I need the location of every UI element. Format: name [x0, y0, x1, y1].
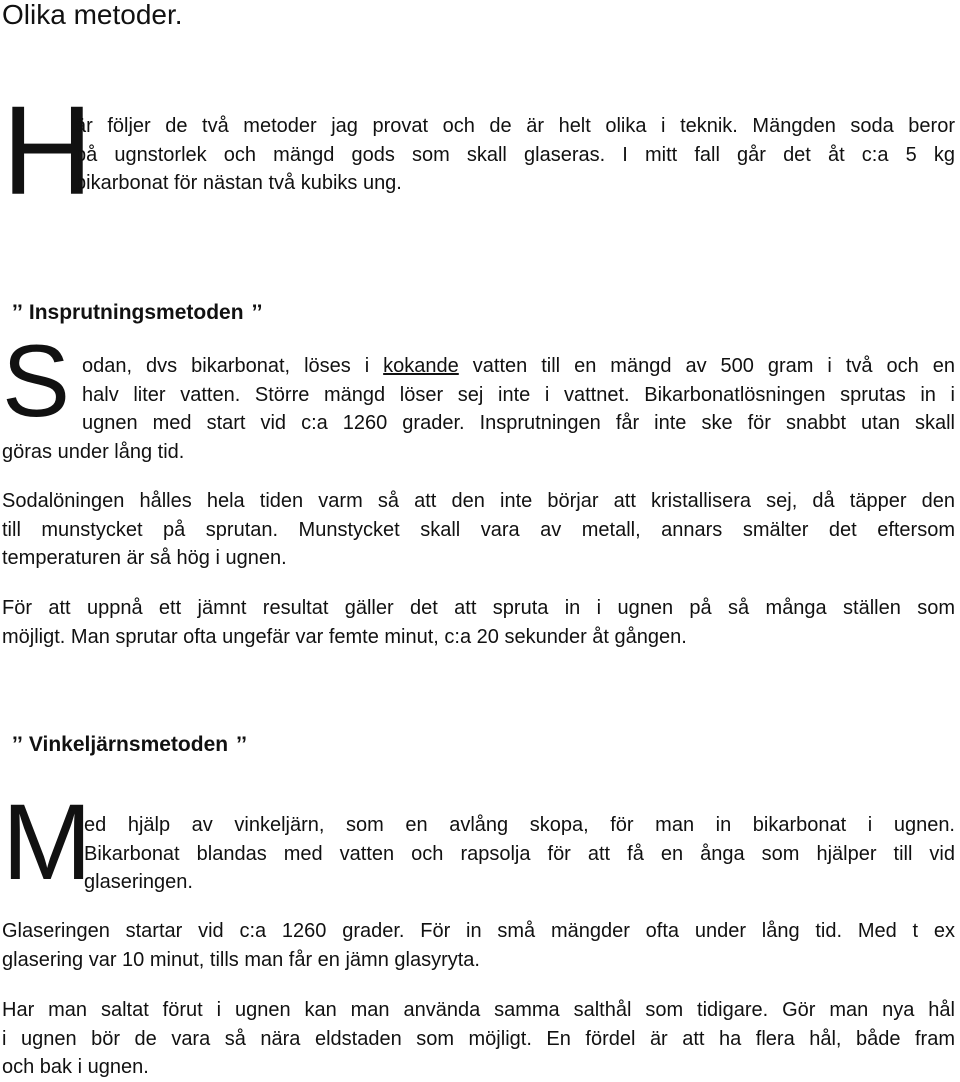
drop-cap-m: M	[2, 781, 92, 902]
paragraph-line: glaseringen.	[84, 871, 193, 893]
paragraph-line: göras under lång tid.	[2, 440, 185, 463]
heading-text: Insprutningsmetoden	[28, 301, 244, 324]
underlined-word: kokande	[383, 355, 459, 377]
paragraph-line: glasering var 10 minut, tills man får en jämn glasyryta.	[2, 948, 480, 971]
insprutning-paragraph-3	[2, 594, 955, 651]
intro-paragraph	[75, 112, 955, 198]
vinkeljarn-paragraph-1	[84, 811, 955, 897]
vinkeljarn-paragraph-3	[2, 996, 955, 1082]
insprutning-paragraph-1	[0, 352, 955, 466]
section-heading-vinkeljarn: ’’ Vinkeljärnsmetoden ’’	[12, 733, 247, 756]
paragraph-line: Har man saltat förut i ugnen kan man använda samma salthål som tidigare. Gör man nya hål	[2, 999, 955, 1021]
section-heading-insprutning: ’’ Insprutningsmetoden ’’	[12, 301, 263, 324]
paragraph-line: temperaturen är så hög i ugnen.	[2, 547, 287, 569]
intro-line: på ugnstorlek och mängd gods som skall glaseras. I mitt fall går det åt c:a 5 kg	[75, 143, 955, 166]
drop-cap-h: H	[2, 80, 93, 221]
paragraph-line: odan, dvs bikarbonat, löses i kokande vatten till en mängd av 500 gram i två och en	[82, 355, 955, 377]
vinkeljarn-paragraph-2	[2, 917, 955, 974]
intro-line: är följer de två metoder jag provat och de är helt olika i teknik. Mängden soda beror	[75, 115, 955, 137]
paragraph-line: halv liter vatten. Större mängd löser sej inte i vattnet. Bikarbonatlösningen sprutas in i	[82, 383, 955, 406]
paragraph-line: i ugnen bör de vara så nära eldstaden som möjligt. En fördel är att ha flera hål, både fram	[2, 1027, 955, 1050]
paragraph-line: Glaseringen startar vid c:a 1260 grader. För in små mängder ofta under lång tid. Med t ex	[2, 920, 955, 942]
paragraph-line: Sodalöningen hålles hela tiden varm så att den inte börjar att kristallisera sej, då täpper den	[2, 490, 955, 512]
paragraph-line: till munstycket på sprutan. Munstycket skall vara av metall, annars smälter det eftersom	[2, 518, 955, 541]
paragraph-line: och bak i ugnen.	[2, 1056, 149, 1078]
heading-text: Vinkeljärnsmetoden	[28, 733, 229, 756]
paragraph-line: ed hjälp av vinkeljärn, som en avlång skopa, för man in bikarbonat i ugnen.	[84, 814, 955, 836]
drop-cap-s: S	[2, 324, 71, 438]
insprutning-paragraph-2	[2, 487, 955, 573]
intro-line: bikarbonat för nästan två kubiks ung.	[75, 172, 402, 194]
page-title: Olika metoder.	[2, 0, 183, 30]
paragraph-line: möjligt. Man sprutar ofta ungefär var femte minut, c:a 20 sekunder åt gången.	[2, 625, 687, 648]
paragraph-line: För att uppnå ett jämnt resultat gäller det att spruta in i ugnen på så många ställen som	[2, 597, 955, 619]
paragraph-line: ugnen med start vid c:a 1260 grader. Insprutningen får inte ske för snabbt utan skall	[82, 412, 955, 434]
paragraph-line: Bikarbonat blandas med vatten och rapsolja för att få en ånga som hjälper till vid	[84, 842, 955, 865]
